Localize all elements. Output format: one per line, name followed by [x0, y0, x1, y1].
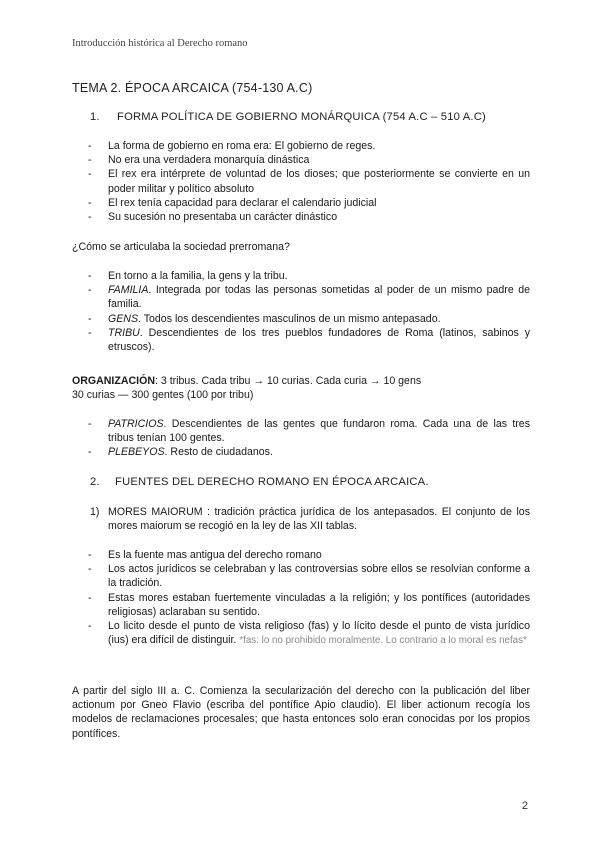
term-familia: FAMILIA [108, 284, 149, 297]
list-item: - El rex tenía capacidad para declarar el calendario judicial [72, 196, 530, 210]
term-plebeyos: PLEBEYOS [108, 446, 165, 459]
organizacion-line2: 30 curias — 300 gentes (100 por tribu) [72, 389, 254, 402]
organizacion-label: ORGANIZACIÓN [72, 375, 155, 387]
mores-maiorum [90, 505, 530, 533]
list-item: - PATRICIOS. Descendientes de las gentes que fundaron roma. Cada una de las tres tribus tenían 100 gentes. [72, 417, 530, 445]
question: ¿Cómo se articulaba la sociedad prerromana? [72, 241, 290, 253]
list-item: - Estas mores estaban fuertemente vinculadas a la religión; y los pontífices (autoridades religiosas) aclaraban su sentido. [72, 591, 530, 619]
list-item: - FAMILIA. Integrada por todas las personas sometidas al poder de un mismo padre de familia. [72, 283, 530, 311]
list-gobierno [72, 139, 530, 224]
list-item: - Su sucesión no presentaba un carácter dinástico [72, 210, 530, 224]
list-item: - No era una verdadera monarquía dinástica [72, 153, 530, 167]
tema-title: TEMA 2. ÉPOCA ARCAICA (754-130 A.C) [72, 81, 313, 95]
list-item: - Es la fuente mas antigua del derecho romano [72, 548, 530, 562]
list-clases [72, 417, 530, 460]
list-item: - El rex era intérprete de voluntad de los dioses; que posteriormente se convierte en un poder militar y político absoluto [72, 167, 530, 195]
section-2-text: FUENTES DEL DERECHO ROMANO EN ÉPOCA ARCAICA. [115, 476, 429, 488]
section-1-title [90, 111, 486, 123]
list-item: - GENS. Todos los descendientes masculinos de un mismo antepasado. [72, 312, 530, 326]
list-item: - TRIBU. Descendientes de los tres pueblos fundadores de Roma (latinos, sabinos y etruscos). [72, 326, 530, 354]
list-item: - Lo licito desde el punto de vista religioso (fas) y lo lícito desde el punto de vista jurídico (ius) era difícil de distinguir. *fas: lo no prohibido moralmente. Lo contrario a lo moral es nefas* [72, 619, 530, 648]
list-item: - PLEBEYOS. Resto de ciudadanos. [72, 445, 530, 459]
fas-note: *fas: lo no prohibido moralmente. Lo contrario a lo moral es nefas* [239, 635, 527, 647]
organizacion: ORGANIZACIÓN: 3 tribus. Cada tribu → 10 curias. Cada curia → 10 gens 30 curias — 300 gentes (100 por tribu) [72, 374, 530, 402]
term-tribu: TRIBU [108, 326, 140, 339]
mores-text: MORES MAIORUM : tradición práctica jurídica de los antepasados. El conjunto de los mores maiorum se recogió en la ley de las XII tablas. [108, 506, 530, 533]
section-1-text: FORMA POLÍTICA DE GOBIERNO MONÁRQUICA (754 A.C – 510 A.C) [117, 111, 486, 123]
term-patricios: PATRICIOS [108, 418, 164, 430]
mores-number: 1) [90, 506, 100, 518]
list-item: - La forma de gobierno en roma era: El gobierno de reges. [72, 139, 530, 153]
page-number: 2 [521, 800, 528, 812]
page-header: Introducción histórica al Derecho romano [72, 38, 248, 49]
list-item: - Los actos jurídicos se celebraban y las controversias sobre ellos se resolvían conforme a la tradición. [72, 562, 530, 590]
term-gens: GENS [108, 312, 139, 325]
list-sociedad [72, 269, 530, 354]
closing-paragraph: A partir del siglo III a. C. Comienza la secularización del derecho con la publicación del liber actionum por Gneo Flavio (escriba del pontífice Apio claudio). El liber actionum recogía los modelos de reclamaciones procesales; que hasta entonces solo eran conocidas por los propios pontífices. [72, 685, 530, 740]
section-1-number: 1. [90, 111, 100, 123]
section-2-number: 2. [90, 476, 100, 488]
list-item: - En torno a la familia, la gens y la tribu. [72, 269, 530, 283]
list-mores [72, 548, 530, 648]
section-2-title [90, 476, 429, 488]
